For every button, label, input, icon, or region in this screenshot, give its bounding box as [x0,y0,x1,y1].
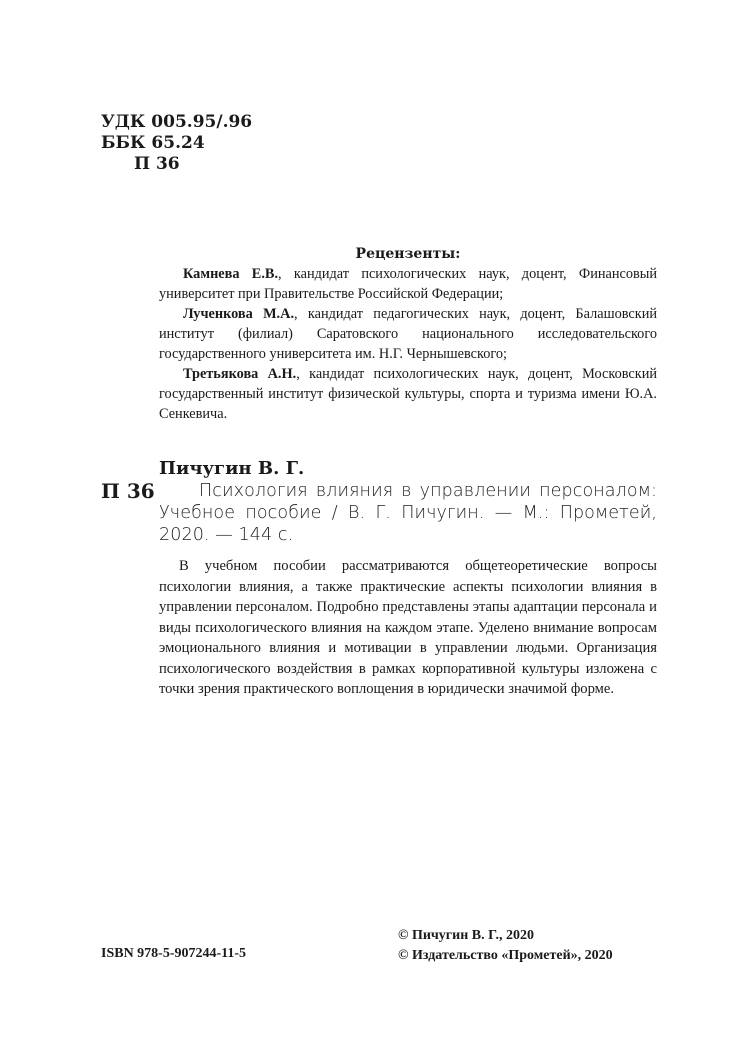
reviewer-info: , кандидат педагогических наук, доцент, Балашовский институт (филиал) Саратовского национального исследовательского государственного университета им. Н.Г. Чернышевского; [159,306,658,362]
reviewers-block [159,244,657,424]
copyright-publisher: © Издательство «Прометей», 2020 [398,948,613,963]
biblio-author: Пичугин В. Г. [159,458,305,479]
udk-code: УДК 005.95/.96 [101,112,253,132]
biblio-code: П 36 [101,479,155,503]
copyright-author: © Пичугин В. Г., 2020 [398,928,534,943]
reviewers-title: Рецензенты: [355,246,461,262]
bbk-code: ББК 65.24 [101,133,205,153]
reviewer-entry [159,304,657,364]
biblio-description: Психология влияния в управлении персоналом: Учебное пособие / В. Г. Пичугин. — М.: Прометей, 2020. — 144 с. [159,481,657,545]
reviewer-name: Камнева Е.В. [183,266,279,282]
reviewer-entry [159,264,657,304]
reviewer-entry [159,364,657,424]
reviewer-info: , кандидат психологических наук, доцент, Финансовый университет при Правительстве Российской Федерации; [159,266,657,302]
isbn: ISBN 978-5-907244-11-5 [101,946,247,961]
annotation-text: В учебном пособии рассматриваются общетеоретические вопросы психологии влияния, а также практические аспекты психологии влияния в управлении персоналом. Подробно представлены этапы адаптации персонала и виды психологического влияния на каждом этапе. Уделено внимание вопросам эмоционального влияния и мотивации в управлении людьми. Организация психологического воздействия в рамках корпоративной культуры изложена с точки зрения практического воплощения в юридически значимой форме. [159,558,657,697]
reviewer-info: , кандидат психологических наук, доцент, Московский государственный институт физической культуры, спорта и туризма имени Ю.А. Сенкевича. [159,366,657,422]
bibliographic-record [159,458,657,546]
copyright-block [398,926,613,966]
reviewer-name: Третьякова А.Н. [183,366,297,382]
reviewer-name: Лученкова М.А. [183,306,295,322]
classification-block [101,112,252,175]
author-sign: П 36 [134,154,180,174]
